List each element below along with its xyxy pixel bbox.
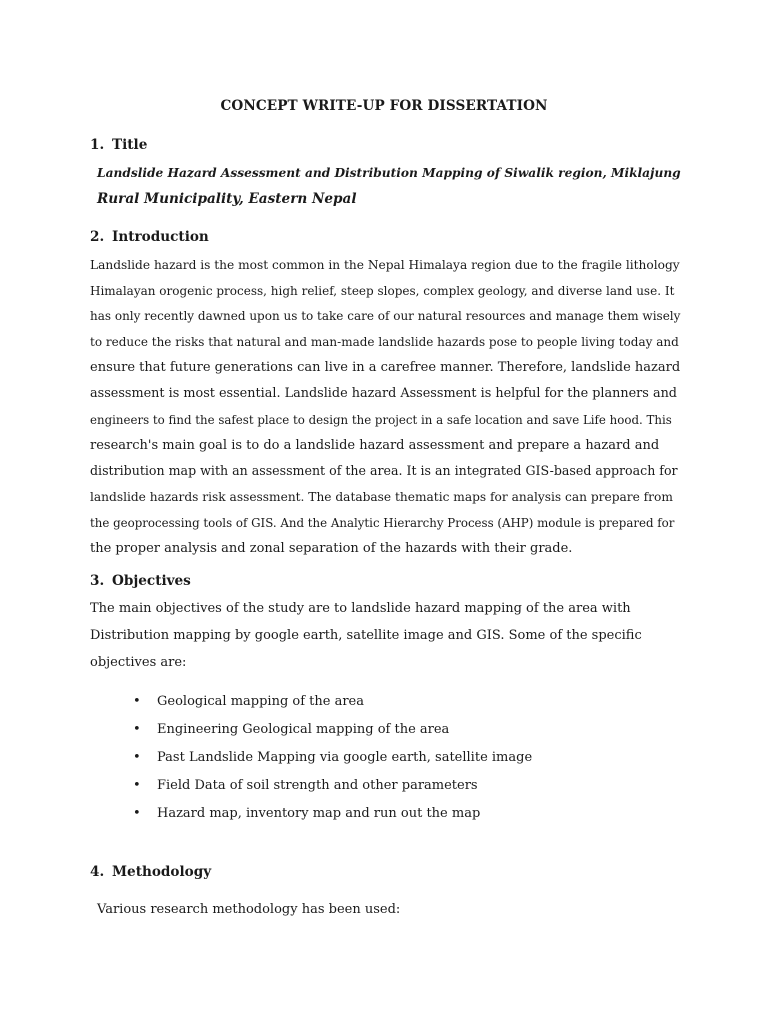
introduction-line: landslide hazards risk assessment. The database thematic maps for analysis can prepare from — [90, 490, 673, 504]
list-item-text: Hazard map, inventory map and run out the map — [157, 806, 481, 821]
list-item — [133, 721, 449, 739]
list-item — [133, 693, 364, 711]
section-number: 2. — [90, 229, 105, 245]
introduction-line: distribution map with an assessment of the area. It is an integrated GIS-based approach for — [90, 463, 678, 478]
section-heading-text: Objectives — [112, 573, 191, 589]
list-item-text: Past Landslide Mapping via google earth, satellite image — [157, 750, 533, 765]
section-heading-introduction — [90, 229, 209, 245]
introduction-line: the geoprocessing tools of GIS. And the Analytic Hierarchy Process (AHP) module is prepared for — [90, 516, 675, 530]
introduction-line: engineers to find the safest place to design the project in a safe location and save Life hood. This — [90, 413, 672, 427]
methodology-line: Various research methodology has been used: — [97, 902, 401, 917]
bullet-icon: • — [133, 750, 141, 765]
section-number: 4. — [90, 864, 105, 880]
list-item-text: Engineering Geological mapping of the area — [157, 722, 450, 737]
introduction-line: to reduce the risks that natural and man-made landslide hazards pose to people living today and — [90, 335, 679, 349]
introduction-line: assessment is most essential. Landslide hazard Assessment is helpful for the planners and — [90, 386, 678, 401]
list-item — [133, 777, 478, 795]
dissertation-title-line: Landslide Hazard Assessment and Distribution Mapping of Siwalik region, Miklajung — [97, 166, 681, 180]
dissertation-title-line: Rural Municipality, Eastern Nepal — [97, 191, 357, 207]
bullet-icon: • — [133, 806, 141, 821]
introduction-line: research's main goal is to do a landslide hazard assessment and prepare a hazard and — [90, 438, 660, 453]
bullet-icon: • — [133, 778, 141, 793]
document-title: CONCEPT WRITE-UP FOR DISSERTATION — [220, 98, 548, 114]
list-item-text: Geological mapping of the area — [157, 694, 364, 709]
section-heading-methodology — [90, 864, 211, 880]
section-heading-text: Title — [112, 137, 148, 153]
list-item-text: Field Data of soil strength and other parameters — [157, 778, 478, 793]
section-heading-text: Methodology — [112, 864, 212, 880]
list-item — [133, 805, 480, 823]
section-number: 1. — [90, 137, 105, 153]
objectives-line: The main objectives of the study are to landslide hazard mapping of the area with — [90, 601, 631, 616]
objectives-line: objectives are: — [90, 655, 187, 670]
introduction-line: has only recently dawned upon us to take care of our natural resources and manage them wisely — [90, 309, 681, 323]
section-heading-text: Introduction — [112, 229, 209, 245]
introduction-line: Landslide hazard is the most common in the Nepal Himalaya region due to the fragile lithology — [90, 258, 680, 272]
section-heading-objectives — [90, 573, 191, 589]
bullet-icon: • — [133, 694, 141, 709]
introduction-line: ensure that future generations can live in a carefree manner. Therefore, landslide hazard — [90, 360, 681, 375]
introduction-line: the proper analysis and zonal separation of the hazards with their grade. — [90, 541, 573, 556]
dissertation-title — [97, 160, 687, 212]
section-number: 3. — [90, 573, 105, 589]
objectives-line: Distribution mapping by google earth, satellite image and GIS. Some of the specific — [90, 628, 642, 643]
bullet-icon: • — [133, 722, 141, 737]
section-heading-title — [90, 137, 147, 153]
list-item — [133, 749, 532, 767]
introduction-line: Himalayan orogenic process, high relief, steep slopes, complex geology, and diverse land use. It — [90, 284, 675, 298]
